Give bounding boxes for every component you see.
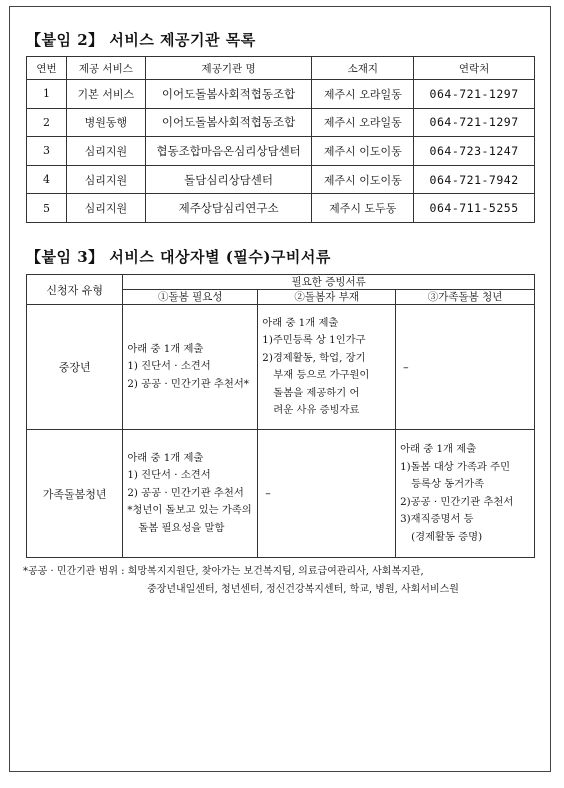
table-row-family-care-youth (27, 430, 535, 558)
cell-contact: 064-721-1297 (414, 80, 535, 109)
doc-line: 1) 진단서 · 소견서 (127, 360, 211, 373)
cell-service: 기본 서비스 (66, 80, 145, 109)
docs-caregiver-absence: – (258, 430, 396, 558)
doc-line: 아래 중 1개 제출 (127, 342, 204, 355)
cell-service: 심리지원 (66, 165, 145, 194)
doc-line: 1) 진단서 · 소견서 (127, 469, 211, 482)
attachment2-title: 【붙임 2】 서비스 제공기관 목록 (26, 31, 256, 49)
doc-line: 3)재직증명서 등 (400, 513, 474, 525)
cell-provider: 이어도돌봄사회적협동조합 (145, 108, 312, 137)
cell-no: 1 (27, 80, 67, 109)
doc-line: 1)주민등록 상 1인가구 (262, 334, 366, 346)
cell-contact: 064-721-7942 (414, 165, 535, 194)
cell-no: 3 (27, 137, 67, 166)
col-header-required-docs: 필요한 증빙서류 (123, 275, 535, 290)
cell-location: 제주시 이도이동 (312, 165, 414, 194)
doc-line: *청년이 돌보고 있는 가족의 (127, 504, 252, 517)
col-header-location: 소재지 (312, 57, 414, 80)
doc-line: 부재 등으로 가구원이 (273, 369, 370, 381)
cell-service: 심리지원 (66, 194, 145, 223)
doc-line: 돌봄을 제공하기 어 (273, 386, 360, 399)
applicant-type-family-care-youth: 가족돌봄청년 (27, 430, 123, 558)
cell-provider: 이어도돌봄사회적협동조합 (145, 80, 312, 109)
cell-location: 제주시 이도이동 (312, 137, 414, 166)
cell-location: 제주시 도두동 (312, 194, 414, 223)
col-header-no: 연번 (27, 57, 67, 80)
col-header-service: 제공 서비스 (66, 57, 145, 80)
attachment3-title: 【붙임 3】 서비스 대상자별 (필수)구비서류 (26, 248, 331, 266)
doc-line: 1)돌봄 대상 가족과 주민 (400, 460, 511, 473)
docs-family-care-youth: – (396, 305, 535, 430)
footnote-line-1: *공공 · 민간기관 범위 : 희망복지지원단, 찾아가는 보건복지팀, 의료급여관리사, 사회복지관, (23, 566, 424, 577)
doc-line: 아래 중 1개 제출 (127, 451, 204, 464)
cell-service: 병원동행 (66, 108, 145, 137)
table-row (27, 165, 535, 194)
table-row (27, 194, 535, 223)
provider-table (26, 56, 535, 223)
docs-caregiver-absence (258, 305, 396, 430)
table-row-middle-aged (27, 305, 535, 430)
doc-line: 2) 공공 · 민간기관 추천서 (127, 486, 244, 499)
col-header-applicant-type: 신청자 유형 (27, 275, 123, 305)
cell-location: 제주시 오라일동 (312, 80, 414, 109)
docs-care-need (123, 305, 258, 430)
cell-provider: 협동조합마음온심리상담센터 (145, 137, 312, 166)
doc-line: 등록상 동거가족 (411, 478, 485, 490)
cell-provider: 제주상담심리연구소 (145, 194, 312, 223)
footnote (23, 563, 459, 599)
cell-contact: 064-711-5255 (414, 194, 535, 223)
footnote-line-2: 중장년내일센터, 청년센터, 정신건강복지센터, 학교, 병원, 사회서비스원 (147, 584, 459, 595)
table-row (27, 108, 535, 137)
cell-provider: 돌담심리상담센터 (145, 165, 312, 194)
docs-family-care-youth (396, 430, 535, 558)
table-row (27, 80, 535, 109)
applicant-type-middle-aged: 중장년 (27, 305, 123, 430)
cell-service: 심리지원 (66, 137, 145, 166)
col-header-care-need: ①돌봄 필요성 (123, 290, 258, 305)
required-docs-table (26, 274, 535, 558)
doc-line: 2)공공 · 민간기관 추천서 (400, 495, 514, 508)
doc-line: 려운 사유 증빙자료 (273, 404, 360, 416)
doc-line: 아래 중 1개 제출 (262, 316, 339, 329)
cell-contact: 064-721-1297 (414, 108, 535, 137)
cell-no: 5 (27, 194, 67, 223)
docs-care-need (123, 430, 258, 558)
col-header-family-care-youth: ③가족돌봄 청년 (396, 290, 535, 305)
doc-line: (경제활동 증명) (411, 530, 483, 543)
col-header-caregiver-absence: ②돌봄자 부재 (258, 290, 396, 305)
doc-line: 2)경제활동, 학업, 장기 (262, 351, 366, 364)
cell-no: 2 (27, 108, 67, 137)
col-header-contact: 연락처 (414, 57, 535, 80)
table-row (27, 137, 535, 166)
col-header-provider: 제공기관 명 (145, 57, 312, 80)
doc-line: 2) 공공 · 민간기관 추천서* (127, 377, 249, 390)
doc-line: 돌봄 필요성을 말함 (138, 521, 225, 534)
doc-line: 아래 중 1개 제출 (400, 443, 477, 455)
provider-table-header (27, 57, 535, 80)
cell-location: 제주시 오라일동 (312, 108, 414, 137)
cell-contact: 064-723-1247 (414, 137, 535, 166)
cell-no: 4 (27, 165, 67, 194)
